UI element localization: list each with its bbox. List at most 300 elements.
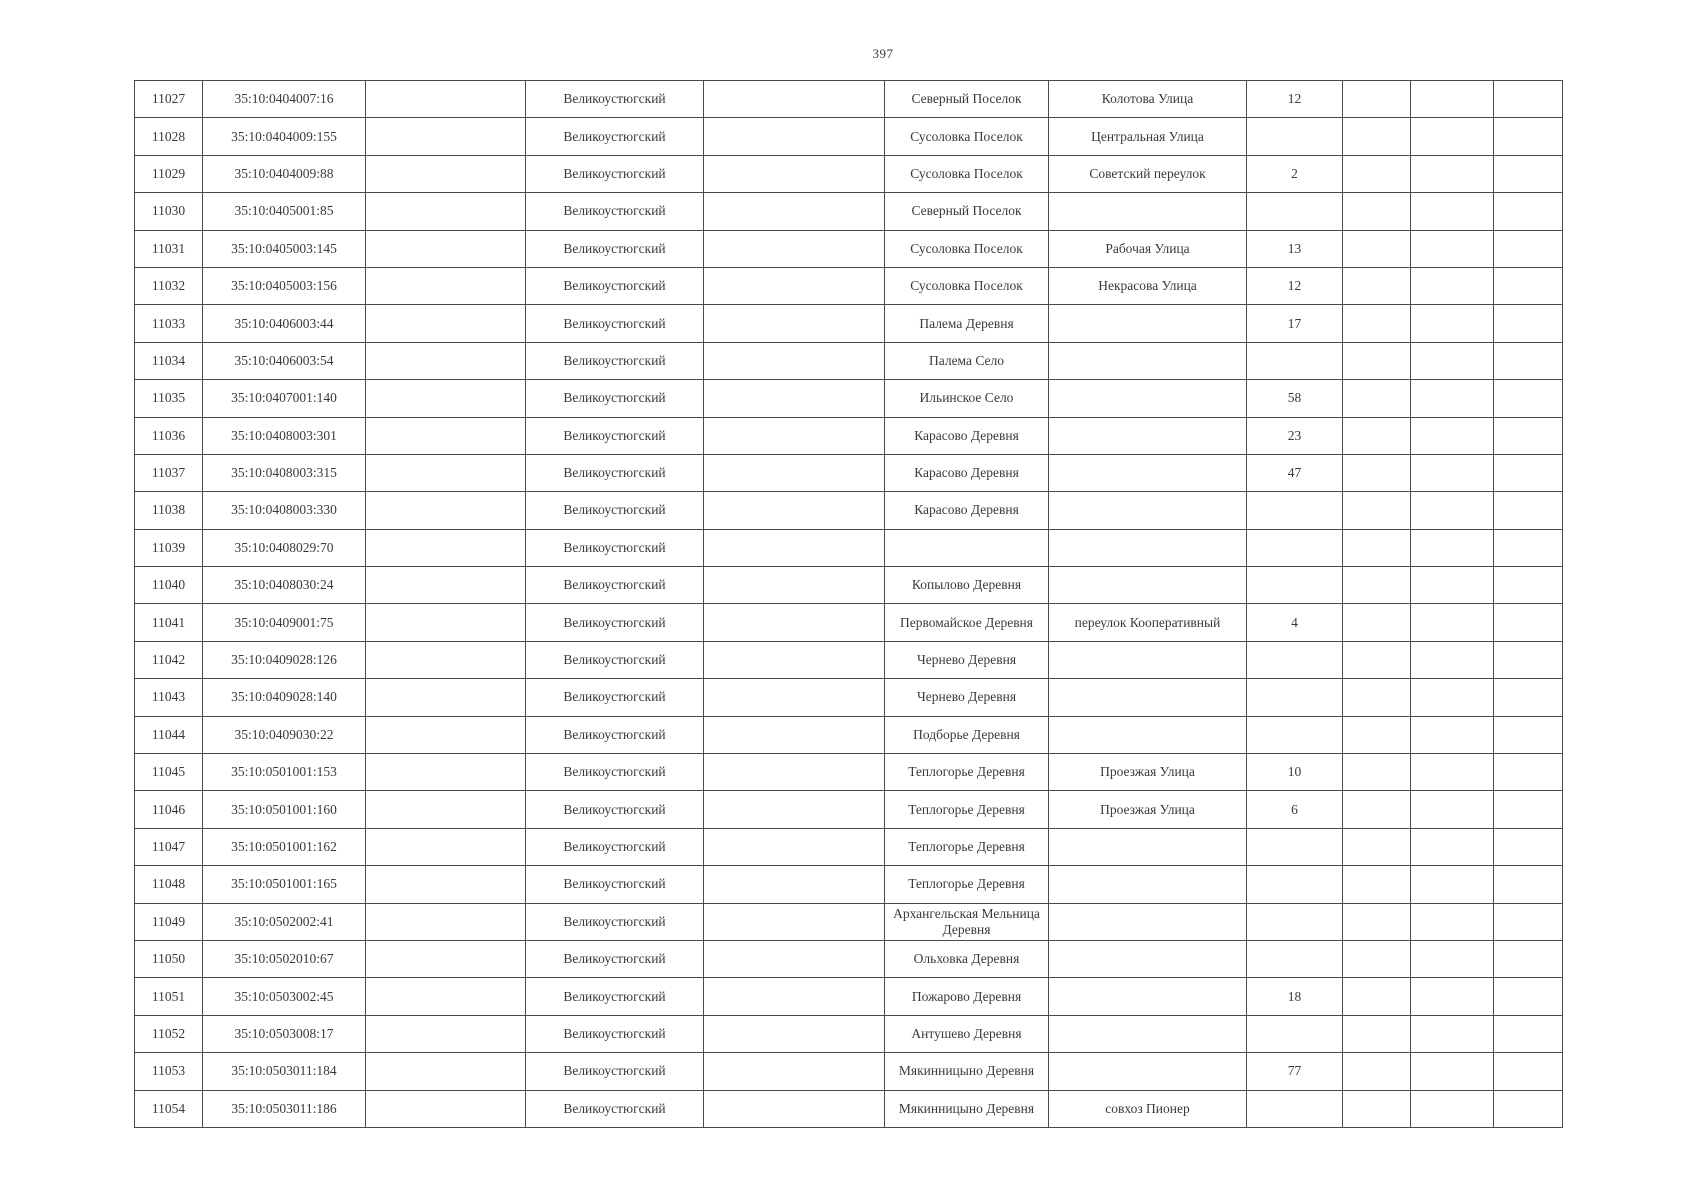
empty-cell: [1494, 978, 1563, 1015]
empty-cell: [1411, 978, 1494, 1015]
district-cell: Великоустюгский: [526, 305, 704, 342]
street-cell: переулок Кооперативный: [1049, 604, 1247, 641]
street-cell: [1049, 679, 1247, 716]
table-row: [135, 866, 1563, 903]
cadastral-number-cell: 35:10:0406003:44: [203, 305, 366, 342]
empty-cell: [1411, 417, 1494, 454]
registry-table: [134, 80, 1563, 1128]
empty-cell: [1411, 380, 1494, 417]
empty-cell: [366, 193, 526, 230]
table-row: [135, 155, 1563, 192]
street-cell: Советский переулок: [1049, 155, 1247, 192]
empty-cell: [1411, 1053, 1494, 1090]
row-number-cell: 11049: [135, 903, 203, 940]
row-number-cell: 11054: [135, 1090, 203, 1127]
table-row: [135, 716, 1563, 753]
empty-cell: [1494, 791, 1563, 828]
street-cell: Некрасова Улица: [1049, 267, 1247, 304]
empty-cell: [704, 978, 885, 1015]
house-number-cell: 10: [1247, 754, 1343, 791]
locality-cell: Мякинницыно Деревня: [885, 1053, 1049, 1090]
cadastral-number-cell: 35:10:0407001:140: [203, 380, 366, 417]
house-number-cell: [1247, 866, 1343, 903]
empty-cell: [1411, 604, 1494, 641]
empty-cell: [366, 604, 526, 641]
house-number-cell: 2: [1247, 155, 1343, 192]
locality-cell: Палема Село: [885, 342, 1049, 379]
district-cell: Великоустюгский: [526, 828, 704, 865]
empty-cell: [1411, 716, 1494, 753]
table-row: [135, 230, 1563, 267]
cadastral-number-cell: 35:10:0408003:330: [203, 492, 366, 529]
locality-cell: Чернево Деревня: [885, 641, 1049, 678]
street-cell: совхоз Пионер: [1049, 1090, 1247, 1127]
empty-cell: [1494, 940, 1563, 977]
row-number-cell: 11038: [135, 492, 203, 529]
table-row: [135, 417, 1563, 454]
street-cell: Проезжая Улица: [1049, 754, 1247, 791]
empty-cell: [704, 754, 885, 791]
locality-cell: Теплогорье Деревня: [885, 828, 1049, 865]
table-body: [135, 81, 1563, 1128]
locality-cell: Сусоловка Поселок: [885, 267, 1049, 304]
cadastral-number-cell: 35:10:0503002:45: [203, 978, 366, 1015]
empty-cell: [1343, 230, 1411, 267]
locality-cell: Карасово Деревня: [885, 492, 1049, 529]
locality-cell: Сусоловка Поселок: [885, 155, 1049, 192]
empty-cell: [1494, 716, 1563, 753]
empty-cell: [366, 1053, 526, 1090]
empty-cell: [704, 641, 885, 678]
empty-cell: [1411, 1015, 1494, 1052]
locality-cell: Сусоловка Поселок: [885, 118, 1049, 155]
house-number-cell: 12: [1247, 81, 1343, 118]
cadastral-number-cell: 35:10:0404007:16: [203, 81, 366, 118]
cadastral-number-cell: 35:10:0405003:145: [203, 230, 366, 267]
cadastral-number-cell: 35:10:0503011:186: [203, 1090, 366, 1127]
empty-cell: [366, 230, 526, 267]
table-row: [135, 1090, 1563, 1127]
empty-cell: [366, 1090, 526, 1127]
house-number-cell: [1247, 567, 1343, 604]
house-number-cell: [1247, 903, 1343, 940]
table-row: [135, 1015, 1563, 1052]
empty-cell: [1494, 1090, 1563, 1127]
cadastral-number-cell: 35:10:0404009:155: [203, 118, 366, 155]
house-number-cell: [1247, 118, 1343, 155]
district-cell: Великоустюгский: [526, 754, 704, 791]
empty-cell: [704, 267, 885, 304]
cadastral-number-cell: 35:10:0501001:160: [203, 791, 366, 828]
empty-cell: [1494, 193, 1563, 230]
empty-cell: [1494, 604, 1563, 641]
empty-cell: [1411, 81, 1494, 118]
empty-cell: [1343, 193, 1411, 230]
empty-cell: [1343, 866, 1411, 903]
table-row: [135, 342, 1563, 379]
house-number-cell: 77: [1247, 1053, 1343, 1090]
empty-cell: [1411, 828, 1494, 865]
district-cell: Великоустюгский: [526, 791, 704, 828]
empty-cell: [704, 1053, 885, 1090]
empty-cell: [1343, 679, 1411, 716]
street-cell: [1049, 567, 1247, 604]
table-row: [135, 754, 1563, 791]
empty-cell: [366, 417, 526, 454]
empty-cell: [704, 454, 885, 491]
table-row: [135, 454, 1563, 491]
row-number-cell: 11027: [135, 81, 203, 118]
house-number-cell: [1247, 641, 1343, 678]
district-cell: Великоустюгский: [526, 118, 704, 155]
street-cell: [1049, 342, 1247, 379]
district-cell: Великоустюгский: [526, 978, 704, 1015]
locality-cell: [885, 529, 1049, 566]
house-number-cell: [1247, 342, 1343, 379]
empty-cell: [366, 492, 526, 529]
empty-cell: [704, 903, 885, 940]
empty-cell: [1494, 641, 1563, 678]
row-number-cell: 11031: [135, 230, 203, 267]
street-cell: [1049, 380, 1247, 417]
empty-cell: [1411, 940, 1494, 977]
locality-cell: Ильинское Село: [885, 380, 1049, 417]
house-number-cell: [1247, 940, 1343, 977]
empty-cell: [366, 305, 526, 342]
table-row: [135, 305, 1563, 342]
empty-cell: [366, 342, 526, 379]
empty-cell: [1411, 267, 1494, 304]
empty-cell: [704, 866, 885, 903]
empty-cell: [704, 193, 885, 230]
empty-cell: [1411, 1090, 1494, 1127]
house-number-cell: [1247, 492, 1343, 529]
empty-cell: [704, 791, 885, 828]
empty-cell: [1411, 492, 1494, 529]
empty-cell: [1343, 1090, 1411, 1127]
empty-cell: [366, 641, 526, 678]
locality-cell: Карасово Деревня: [885, 417, 1049, 454]
street-cell: [1049, 716, 1247, 753]
house-number-cell: [1247, 193, 1343, 230]
cadastral-number-cell: 35:10:0503011:184: [203, 1053, 366, 1090]
table-row: [135, 529, 1563, 566]
district-cell: Великоустюгский: [526, 529, 704, 566]
house-number-cell: 12: [1247, 267, 1343, 304]
empty-cell: [1494, 492, 1563, 529]
empty-cell: [1494, 1053, 1563, 1090]
page-number: 397: [872, 46, 894, 61]
empty-cell: [366, 454, 526, 491]
street-cell: [1049, 828, 1247, 865]
house-number-cell: [1247, 716, 1343, 753]
empty-cell: [1494, 417, 1563, 454]
empty-cell: [1411, 230, 1494, 267]
street-cell: [1049, 641, 1247, 678]
table-row: [135, 380, 1563, 417]
locality-cell: Карасово Деревня: [885, 454, 1049, 491]
table-row: [135, 118, 1563, 155]
street-cell: [1049, 903, 1247, 940]
empty-cell: [1411, 641, 1494, 678]
empty-cell: [366, 940, 526, 977]
locality-cell: Пожарово Деревня: [885, 978, 1049, 1015]
street-cell: [1049, 866, 1247, 903]
cadastral-number-cell: 35:10:0406003:54: [203, 342, 366, 379]
locality-cell: Копылово Деревня: [885, 567, 1049, 604]
locality-cell: Северный Поселок: [885, 193, 1049, 230]
empty-cell: [366, 567, 526, 604]
row-number-cell: 11051: [135, 978, 203, 1015]
cadastral-number-cell: 35:10:0409001:75: [203, 604, 366, 641]
empty-cell: [704, 1015, 885, 1052]
empty-cell: [1343, 492, 1411, 529]
district-cell: Великоустюгский: [526, 1090, 704, 1127]
locality-cell: Первомайское Деревня: [885, 604, 1049, 641]
locality-cell: Сусоловка Поселок: [885, 230, 1049, 267]
street-cell: Центральная Улица: [1049, 118, 1247, 155]
empty-cell: [1494, 828, 1563, 865]
cadastral-number-cell: 35:10:0405001:85: [203, 193, 366, 230]
row-number-cell: 11052: [135, 1015, 203, 1052]
row-number-cell: 11050: [135, 940, 203, 977]
table-row: [135, 978, 1563, 1015]
empty-cell: [1343, 828, 1411, 865]
district-cell: Великоустюгский: [526, 230, 704, 267]
row-number-cell: 11034: [135, 342, 203, 379]
empty-cell: [366, 828, 526, 865]
table-row: [135, 641, 1563, 678]
empty-cell: [704, 828, 885, 865]
cadastral-number-cell: 35:10:0408029:70: [203, 529, 366, 566]
district-cell: Великоустюгский: [526, 267, 704, 304]
district-cell: Великоустюгский: [526, 454, 704, 491]
locality-cell: Ольховка Деревня: [885, 940, 1049, 977]
row-number-cell: 11053: [135, 1053, 203, 1090]
empty-cell: [704, 529, 885, 566]
street-cell: [1049, 529, 1247, 566]
district-cell: Великоустюгский: [526, 679, 704, 716]
street-cell: [1049, 940, 1247, 977]
district-cell: Великоустюгский: [526, 155, 704, 192]
district-cell: Великоустюгский: [526, 193, 704, 230]
district-cell: Великоустюгский: [526, 716, 704, 753]
street-cell: [1049, 305, 1247, 342]
table-row: [135, 903, 1563, 940]
table-row: [135, 828, 1563, 865]
house-number-cell: 58: [1247, 380, 1343, 417]
empty-cell: [1411, 567, 1494, 604]
cadastral-number-cell: 35:10:0405003:156: [203, 267, 366, 304]
locality-cell: Палема Деревня: [885, 305, 1049, 342]
empty-cell: [704, 230, 885, 267]
cadastral-number-cell: 35:10:0503008:17: [203, 1015, 366, 1052]
empty-cell: [1494, 342, 1563, 379]
district-cell: Великоустюгский: [526, 604, 704, 641]
row-number-cell: 11035: [135, 380, 203, 417]
table-row: [135, 791, 1563, 828]
street-cell: Проезжая Улица: [1049, 791, 1247, 828]
empty-cell: [704, 417, 885, 454]
house-number-cell: [1247, 679, 1343, 716]
house-number-cell: [1247, 1015, 1343, 1052]
empty-cell: [1494, 81, 1563, 118]
house-number-cell: 6: [1247, 791, 1343, 828]
empty-cell: [1494, 380, 1563, 417]
row-number-cell: 11036: [135, 417, 203, 454]
locality-cell: Теплогорье Деревня: [885, 754, 1049, 791]
street-cell: [1049, 492, 1247, 529]
table-row: [135, 492, 1563, 529]
empty-cell: [704, 567, 885, 604]
empty-cell: [366, 903, 526, 940]
house-number-cell: 17: [1247, 305, 1343, 342]
district-cell: Великоустюгский: [526, 81, 704, 118]
cadastral-number-cell: 35:10:0408003:301: [203, 417, 366, 454]
empty-cell: [704, 118, 885, 155]
empty-cell: [1411, 791, 1494, 828]
locality-cell: Теплогорье Деревня: [885, 866, 1049, 903]
empty-cell: [366, 155, 526, 192]
cadastral-number-cell: 35:10:0409028:126: [203, 641, 366, 678]
empty-cell: [704, 1090, 885, 1127]
empty-cell: [366, 791, 526, 828]
cadastral-number-cell: 35:10:0409028:140: [203, 679, 366, 716]
row-number-cell: 11033: [135, 305, 203, 342]
district-cell: Великоустюгский: [526, 866, 704, 903]
empty-cell: [1494, 267, 1563, 304]
street-cell: [1049, 193, 1247, 230]
row-number-cell: 11045: [135, 754, 203, 791]
empty-cell: [1343, 1015, 1411, 1052]
table-row: [135, 567, 1563, 604]
locality-cell: Антушево Деревня: [885, 1015, 1049, 1052]
locality-cell: Чернево Деревня: [885, 679, 1049, 716]
empty-cell: [1494, 454, 1563, 491]
empty-cell: [1343, 978, 1411, 1015]
empty-cell: [366, 679, 526, 716]
table-row: [135, 679, 1563, 716]
house-number-cell: 4: [1247, 604, 1343, 641]
house-number-cell: [1247, 529, 1343, 566]
empty-cell: [1343, 417, 1411, 454]
district-cell: Великоустюгский: [526, 380, 704, 417]
empty-cell: [366, 716, 526, 753]
empty-cell: [704, 155, 885, 192]
empty-cell: [1494, 679, 1563, 716]
row-number-cell: 11047: [135, 828, 203, 865]
empty-cell: [1494, 118, 1563, 155]
locality-cell: Теплогорье Деревня: [885, 791, 1049, 828]
empty-cell: [1494, 1015, 1563, 1052]
row-number-cell: 11037: [135, 454, 203, 491]
district-cell: Великоустюгский: [526, 1053, 704, 1090]
table-row: [135, 81, 1563, 118]
table-row: [135, 604, 1563, 641]
district-cell: Великоустюгский: [526, 342, 704, 379]
empty-cell: [1411, 155, 1494, 192]
empty-cell: [704, 81, 885, 118]
empty-cell: [1343, 454, 1411, 491]
empty-cell: [1411, 305, 1494, 342]
empty-cell: [1343, 791, 1411, 828]
empty-cell: [366, 1015, 526, 1052]
house-number-cell: [1247, 1090, 1343, 1127]
empty-cell: [1343, 604, 1411, 641]
empty-cell: [366, 754, 526, 791]
street-cell: [1049, 978, 1247, 1015]
empty-cell: [1343, 81, 1411, 118]
empty-cell: [1411, 342, 1494, 379]
house-number-cell: 18: [1247, 978, 1343, 1015]
empty-cell: [1494, 155, 1563, 192]
empty-cell: [366, 380, 526, 417]
empty-cell: [1494, 305, 1563, 342]
row-number-cell: 11041: [135, 604, 203, 641]
empty-cell: [366, 267, 526, 304]
empty-cell: [1494, 754, 1563, 791]
house-number-cell: 13: [1247, 230, 1343, 267]
locality-cell: Мякинницыно Деревня: [885, 1090, 1049, 1127]
empty-cell: [704, 716, 885, 753]
row-number-cell: 11048: [135, 866, 203, 903]
street-cell: [1049, 1015, 1247, 1052]
empty-cell: [1411, 679, 1494, 716]
empty-cell: [704, 492, 885, 529]
empty-cell: [1494, 903, 1563, 940]
district-cell: Великоустюгский: [526, 641, 704, 678]
empty-cell: [1494, 230, 1563, 267]
empty-cell: [704, 940, 885, 977]
empty-cell: [1411, 754, 1494, 791]
empty-cell: [1343, 155, 1411, 192]
empty-cell: [1411, 903, 1494, 940]
empty-cell: [1343, 903, 1411, 940]
street-cell: [1049, 454, 1247, 491]
empty-cell: [1343, 567, 1411, 604]
empty-cell: [1411, 193, 1494, 230]
empty-cell: [366, 81, 526, 118]
district-cell: Великоустюгский: [526, 492, 704, 529]
empty-cell: [704, 604, 885, 641]
district-cell: Великоустюгский: [526, 417, 704, 454]
house-number-cell: [1247, 828, 1343, 865]
empty-cell: [1494, 866, 1563, 903]
empty-cell: [1343, 118, 1411, 155]
house-number-cell: 23: [1247, 417, 1343, 454]
empty-cell: [1343, 1053, 1411, 1090]
street-cell: [1049, 1053, 1247, 1090]
empty-cell: [1494, 529, 1563, 566]
empty-cell: [1343, 754, 1411, 791]
table-row: [135, 940, 1563, 977]
street-cell: Рабочая Улица: [1049, 230, 1247, 267]
row-number-cell: 11042: [135, 641, 203, 678]
empty-cell: [366, 866, 526, 903]
row-number-cell: 11028: [135, 118, 203, 155]
locality-cell: Северный Поселок: [885, 81, 1049, 118]
empty-cell: [1343, 305, 1411, 342]
district-cell: Великоустюгский: [526, 940, 704, 977]
district-cell: Великоустюгский: [526, 1015, 704, 1052]
empty-cell: [1343, 940, 1411, 977]
empty-cell: [1411, 118, 1494, 155]
empty-cell: [1343, 380, 1411, 417]
locality-cell: Архангельская Мельница Деревня: [885, 903, 1049, 940]
row-number-cell: 11044: [135, 716, 203, 753]
street-cell: [1049, 417, 1247, 454]
table-row: [135, 267, 1563, 304]
